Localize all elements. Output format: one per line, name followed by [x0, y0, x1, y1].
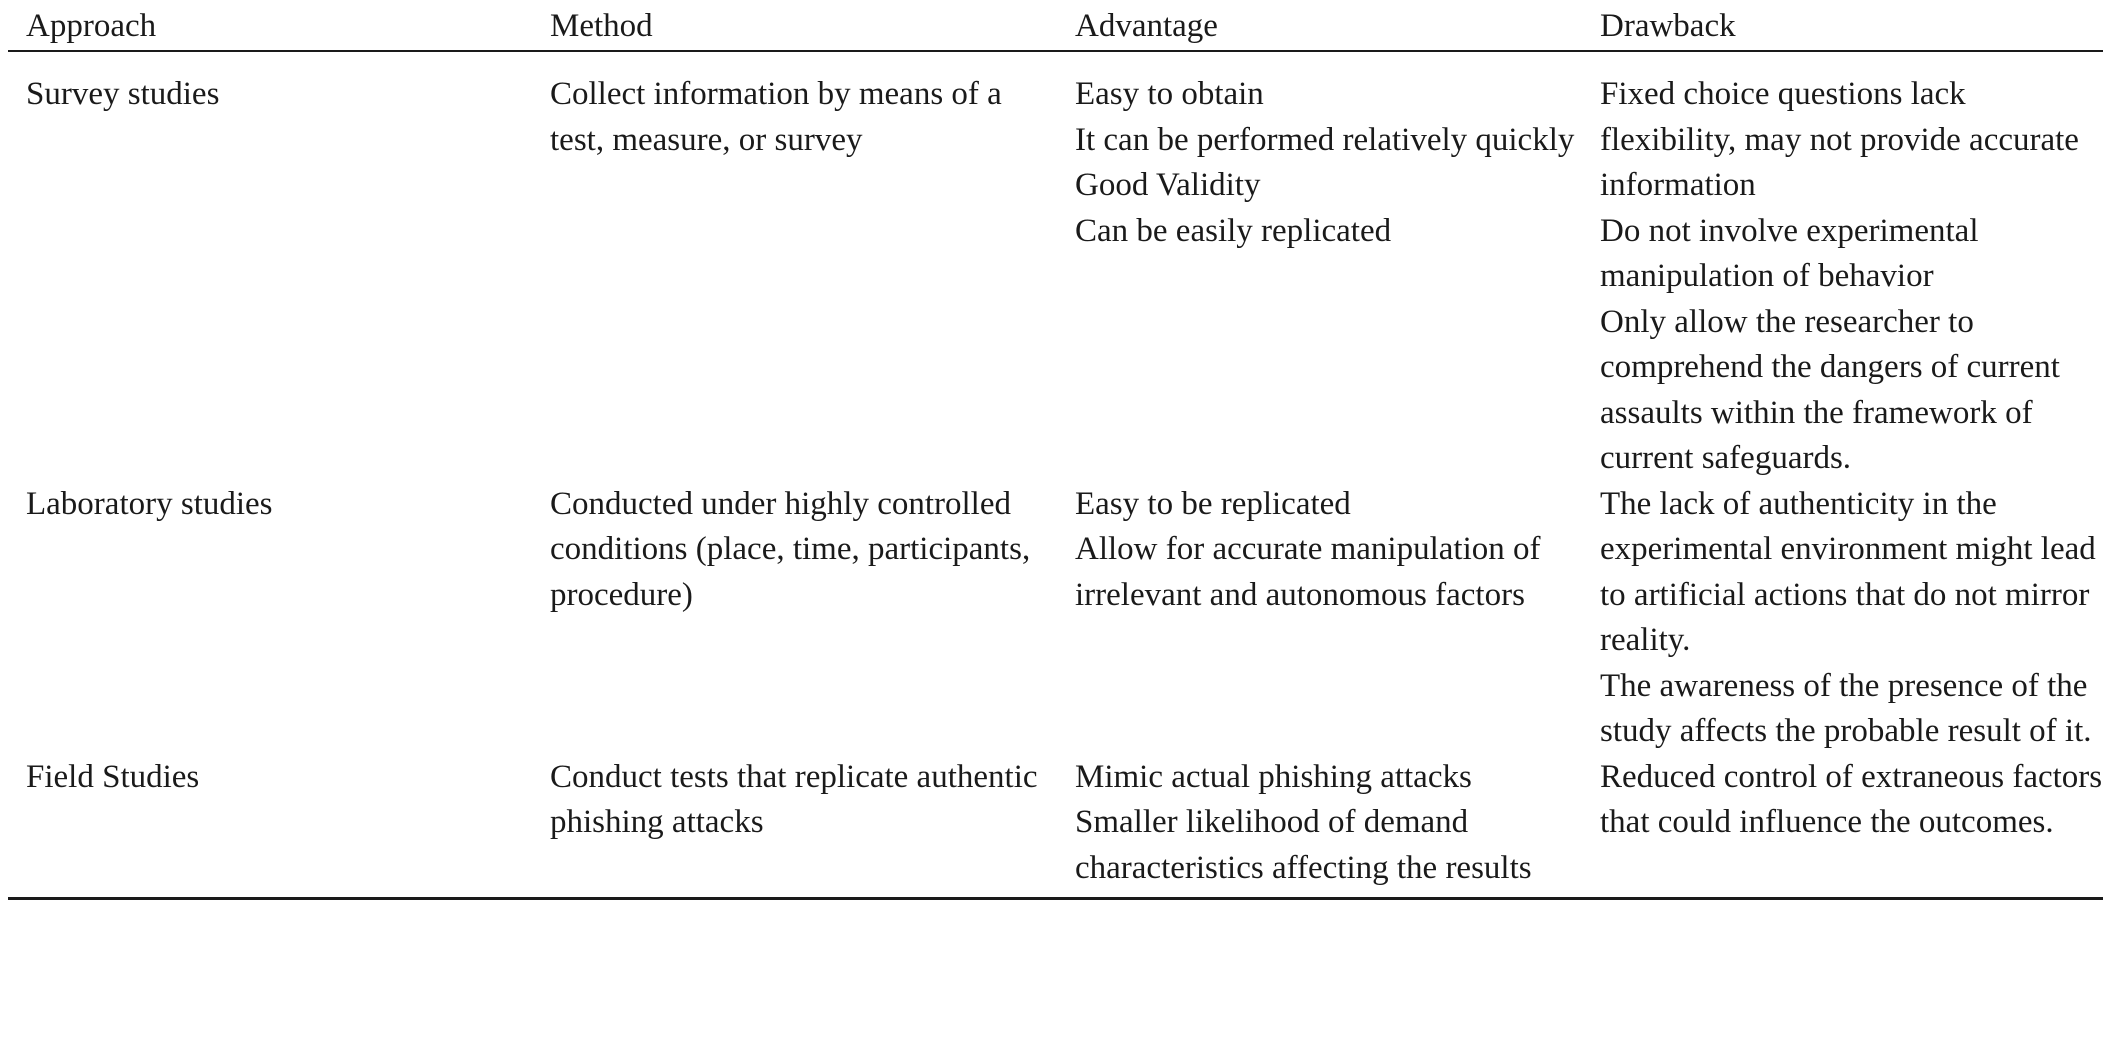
cell-advantage — [1057, 482, 1582, 755]
cell-drawback — [1582, 755, 2103, 899]
approach-label: Field Studies — [26, 758, 200, 795]
advantage-item: Allow for accurate manipulation of irrelevant and autonomous factors — [1075, 531, 1541, 613]
method-text: Conducted under highly controlled conditions (place, time, participants, procedure) — [550, 485, 1031, 613]
advantage-item: Easy to obtain — [1075, 76, 1264, 112]
advantage-item: Good Validity — [1075, 167, 1261, 203]
header-drawback: Drawback — [1582, 0, 2103, 51]
comparison-table — [8, 0, 2103, 900]
header-advantage: Advantage — [1057, 0, 1582, 51]
drawback-item: The awareness of the presence of the study affects the probable result of it. — [1600, 667, 2092, 749]
table-row — [8, 51, 2103, 482]
cell-method — [532, 51, 1057, 482]
advantage-item: Mimic actual phishing attacks — [1075, 758, 1472, 795]
drawback-item: The lack of authenticity in the experimental environment might lead to artificial actions that do not mirror reality. — [1600, 485, 2096, 658]
approach-label: Survey studies — [26, 76, 220, 112]
header-method: Method — [532, 0, 1057, 51]
table-row — [8, 755, 2103, 899]
cell-advantage — [1057, 755, 1582, 899]
drawback-item: Reduced control of extraneous factors that could influence the outcomes. — [1600, 758, 2103, 840]
cell-method — [532, 482, 1057, 755]
cell-method — [532, 755, 1057, 899]
drawback-item: Only allow the researcher to comprehend the dangers of current assaults within the framework of current safeguards. — [1600, 303, 2060, 476]
cell-drawback — [1582, 482, 2103, 755]
advantage-item: Can be easily replicated — [1075, 212, 1392, 249]
cell-approach — [8, 51, 532, 482]
method-text: Collect information by means of a test, measure, or survey — [550, 76, 1002, 158]
drawback-item: Fixed choice questions lack flexibility, may not provide accurate information — [1600, 76, 2079, 203]
cell-advantage — [1057, 51, 1582, 482]
method-text: Conduct tests that replicate authentic phishing attacks — [550, 758, 1038, 840]
cell-approach — [8, 755, 532, 899]
table-row — [8, 482, 2103, 755]
advantage-item: It can be performed relatively quickly — [1075, 121, 1575, 158]
cell-drawback — [1582, 51, 2103, 482]
header-approach: Approach — [8, 0, 532, 51]
cell-approach — [8, 482, 532, 755]
drawback-item: Do not involve experimental manipulation of behavior — [1600, 212, 1979, 294]
advantage-item: Smaller likelihood of demand characteristics affecting the results — [1075, 804, 1532, 886]
approach-label: Laboratory studies — [26, 485, 273, 522]
advantage-item: Easy to be replicated — [1075, 485, 1351, 522]
header-row — [8, 0, 2103, 51]
